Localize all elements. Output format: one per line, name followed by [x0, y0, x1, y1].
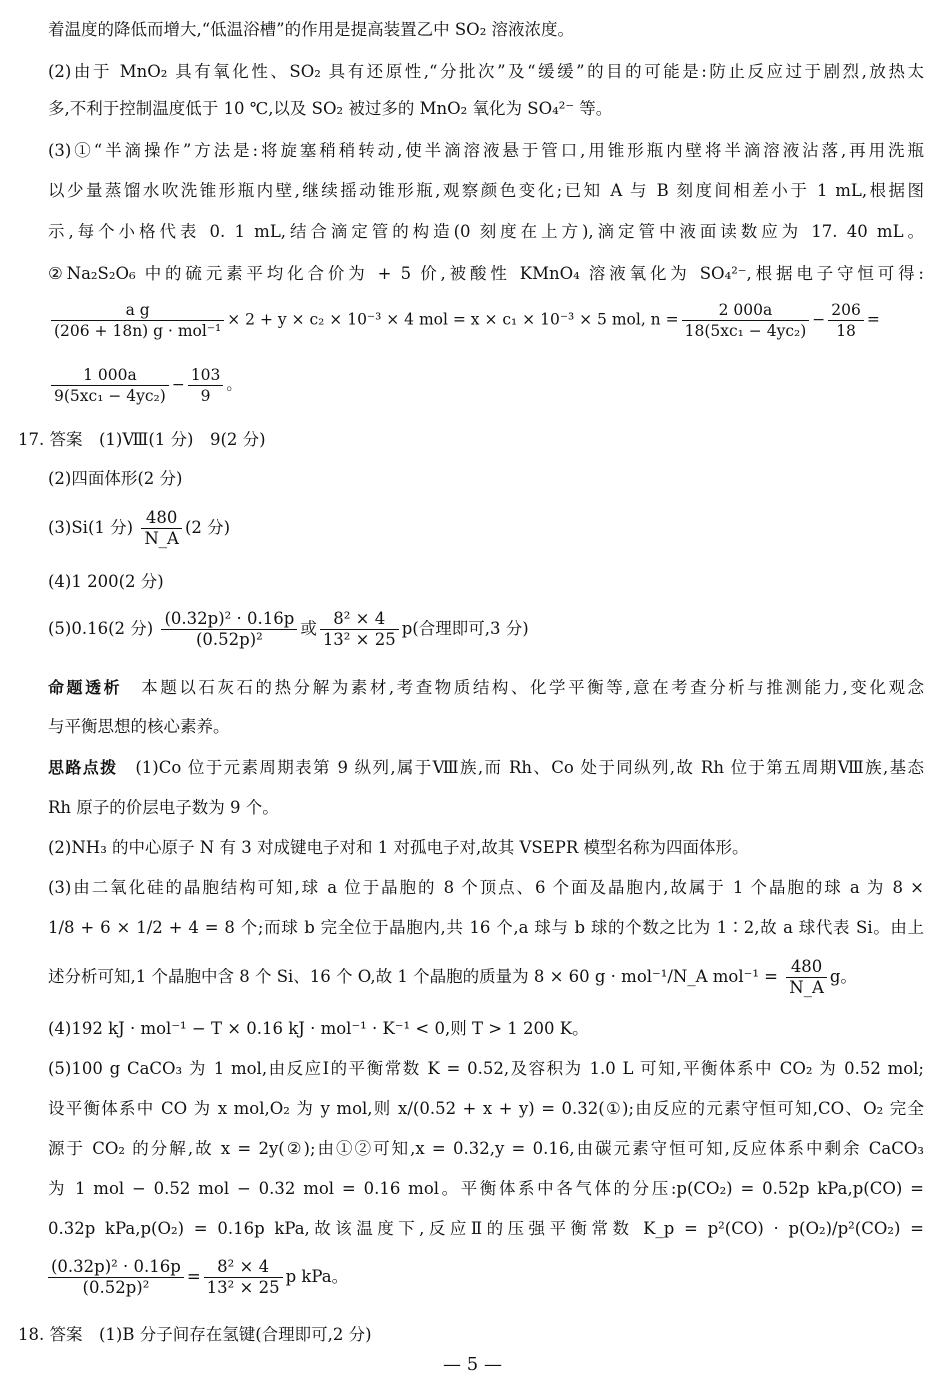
equation-text: p kPa。 — [285, 1267, 349, 1286]
text-line: Rh 原子的价层电子数为 9 个。 — [48, 798, 279, 817]
denominator: (0.52p)² — [48, 1277, 184, 1298]
fraction — [786, 957, 827, 998]
section-label: 思路点拨 — [48, 758, 118, 777]
fraction — [682, 300, 810, 341]
text-line: 源于 CO₂ 的分解,故 x = 2y(②);由①②可知,x = 0.32,y = 0.16,由碳元素守恒可知,反应体系中剩余 CaCO₃ — [48, 1139, 924, 1158]
fraction — [141, 508, 182, 549]
answer-line: (4)1 200(2 分) — [48, 572, 164, 591]
fraction — [51, 365, 169, 406]
answer-line — [48, 508, 924, 549]
text-line: 1/8 + 6 × 1/2 + 4 = 8 个;而球 b 完全位于晶胞内,共 16 个,a 球与 b 球的个数之比为 1∶2,故 a 球代表 Si。由上 — [48, 918, 924, 937]
numerator: 1 000a — [83, 366, 137, 384]
fraction — [48, 1257, 184, 1298]
denominator: 18(5xc₁ − 4yc₂) — [682, 320, 810, 341]
denominator: (0.52p)² — [161, 629, 297, 650]
denominator: 13² × 25 — [320, 629, 399, 650]
answer-heading: 17. 答案 (1)Ⅷ(1 分) 9(2 分) — [18, 430, 266, 449]
fraction — [828, 300, 864, 341]
section-text: 述分析可知,1 个晶胞中含 8 个 Si、16 个 O,故 1 个晶胞的质量为 8 × 60 g · mol⁻¹/N_A mol⁻¹ = — [48, 967, 779, 986]
equation-text: × 2 + y × c₂ × 10⁻³ × 4 mol = x × c₁ × 10⁻³ × 5 mol, n = — [227, 310, 679, 329]
denominator: 18 — [828, 320, 864, 341]
text-line: 着温度的降低而增大,“低温浴槽”的作用是提高装置乙中 SO₂ 溶液浓度。 — [48, 20, 575, 39]
operator: = — [186, 1267, 201, 1286]
text-line: 0.32p kPa,p(O₂) = 0.16p kPa,故该温度下,反应Ⅱ的压强平衡常数 K_p = p²(CO) · p(O₂)/p²(CO₂) = — [48, 1219, 924, 1238]
equation-line — [48, 1257, 924, 1298]
operator: − — [812, 310, 826, 329]
section-text: 本题以石灰石的热分解为素材,考查物质结构、化学平衡等,意在考查分析与推测能力,变化观念 — [141, 678, 924, 697]
fraction — [204, 1257, 283, 1298]
text-line: 设平衡体系中 CO 为 x mol,O₂ 为 y mol,则 x/(0.52 + x + y) = 0.32(①);由反应的元素守恒可知,CO、O₂ 完全 — [48, 1099, 924, 1118]
answer-text: p(合理即可,3 分) — [401, 619, 529, 638]
text-line — [48, 676, 924, 700]
equation-line — [48, 300, 924, 341]
denominator: 13² × 25 — [204, 1277, 283, 1298]
operator: − — [171, 375, 185, 394]
numerator: 103 — [190, 366, 221, 384]
equation-text: 。 — [226, 375, 242, 394]
answer-line — [48, 609, 924, 650]
numerator: (0.32p)² · 0.16p — [51, 1257, 181, 1276]
denominator: N_A — [141, 528, 182, 549]
answer-text: 或 — [300, 619, 317, 638]
answer-text: (3)Si(1 分) — [48, 518, 134, 537]
numerator: 480 — [145, 508, 178, 527]
fraction — [161, 609, 297, 650]
fraction — [188, 365, 224, 406]
numerator: 8² × 4 — [333, 609, 386, 628]
text-line: 为 1 mol − 0.52 mol − 0.32 mol = 0.16 mol。平衡体系中各气体的分压:p(CO₂) = 0.52p kPa,p(CO) = — [48, 1179, 924, 1198]
denominator: 9(5xc₁ − 4yc₂) — [51, 385, 169, 406]
section-text: (1)Co 位于元素周期表第 9 纵列,属于Ⅷ族,而 Rh、Co 处于同纵列,故 Rh 位于第五周期Ⅷ族,基态 — [135, 758, 924, 777]
answer-heading: 18. 答案 (1)B 分子间存在氢键(合理即可,2 分) — [18, 1325, 372, 1344]
text-line: (3)由二氧化硅的晶胞结构可知,球 a 位于晶胞的 8 个顶点、6 个面及晶胞内,故属于 1 个晶胞的球 a 为 8 × — [48, 878, 924, 897]
denominator: N_A — [786, 977, 827, 998]
text-line: 多,不利于控制温度低于 10 ℃,以及 SO₂ 被过多的 MnO₂ 氧化为 SO₄²⁻ 等。 — [48, 99, 613, 118]
numerator: 206 — [831, 301, 861, 319]
denominator: (206 + 18n) g · mol⁻¹ — [51, 320, 224, 341]
text-line — [48, 957, 924, 998]
text-line: 与平衡思想的核心素养。 — [48, 717, 230, 736]
numerator: 8² × 4 — [217, 1257, 270, 1276]
fraction — [320, 609, 399, 650]
text-line: 以少量蒸馏水吹洗锥形瓶内壁,继续摇动锥形瓶,观察颜色变化;已知 A 与 B 刻度间相差小于 1 mL,根据图 — [48, 181, 924, 200]
text-line: (3)①“半滴操作”方法是:将旋塞稍稍转动,使半滴溶液悬于管口,用锥形瓶内壁将半滴溶液沾落,再用洗瓶 — [48, 141, 924, 160]
text-line: (5)100 g CaCO₃ 为 1 mol,由反应Ⅰ的平衡常数 K = 0.52,及容积为 1.0 L 可知,平衡体系中 CO₂ 为 0.52 mol; — [48, 1059, 924, 1078]
text-line: ②Na₂S₂O₆ 中的硫元素平均化合价为 + 5 价,被酸性 KMnO₄ 溶液氧化为 SO₄²⁻,根据电子守恒可得: — [48, 264, 924, 283]
numerator: 480 — [790, 957, 823, 976]
fraction — [51, 300, 224, 341]
text-line: (2)由于 MnO₂ 具有氧化性、SO₂ 具有还原性,“分批次”及“缓缓”的目的可能是:防止反应过于剧烈,放热太 — [48, 62, 924, 81]
answer-line: (2)四面体形(2 分) — [48, 469, 183, 488]
section-label: 命题透析 — [48, 678, 123, 697]
text-line — [48, 756, 924, 780]
text-line: (4)192 kJ · mol⁻¹ − T × 0.16 kJ · mol⁻¹ · K⁻¹ < 0,则 T > 1 200 K。 — [48, 1019, 589, 1038]
text-line: (2)NH₃ 的中心原子 N 有 3 对成键电子对和 1 对孤电子对,故其 VSEPR 模型名称为四面体形。 — [48, 838, 749, 857]
numerator: (0.32p)² · 0.16p — [164, 609, 295, 628]
equation-line — [48, 365, 924, 406]
numerator: a g — [125, 301, 150, 319]
operator: = — [866, 310, 880, 329]
numerator: 2 000a — [718, 301, 773, 319]
section-text: g。 — [829, 967, 857, 986]
text-line: 示,每个小格代表 0. 1 mL,结合滴定管的构造(0 刻度在上方),滴定管中液面读数应为 17. 40 mL。 — [48, 222, 924, 241]
answer-text: (2 分) — [184, 518, 231, 537]
answer-text: (5)0.16(2 分) — [48, 619, 154, 638]
page-number: — 5 — — [443, 1354, 502, 1375]
denominator: 9 — [188, 385, 224, 406]
